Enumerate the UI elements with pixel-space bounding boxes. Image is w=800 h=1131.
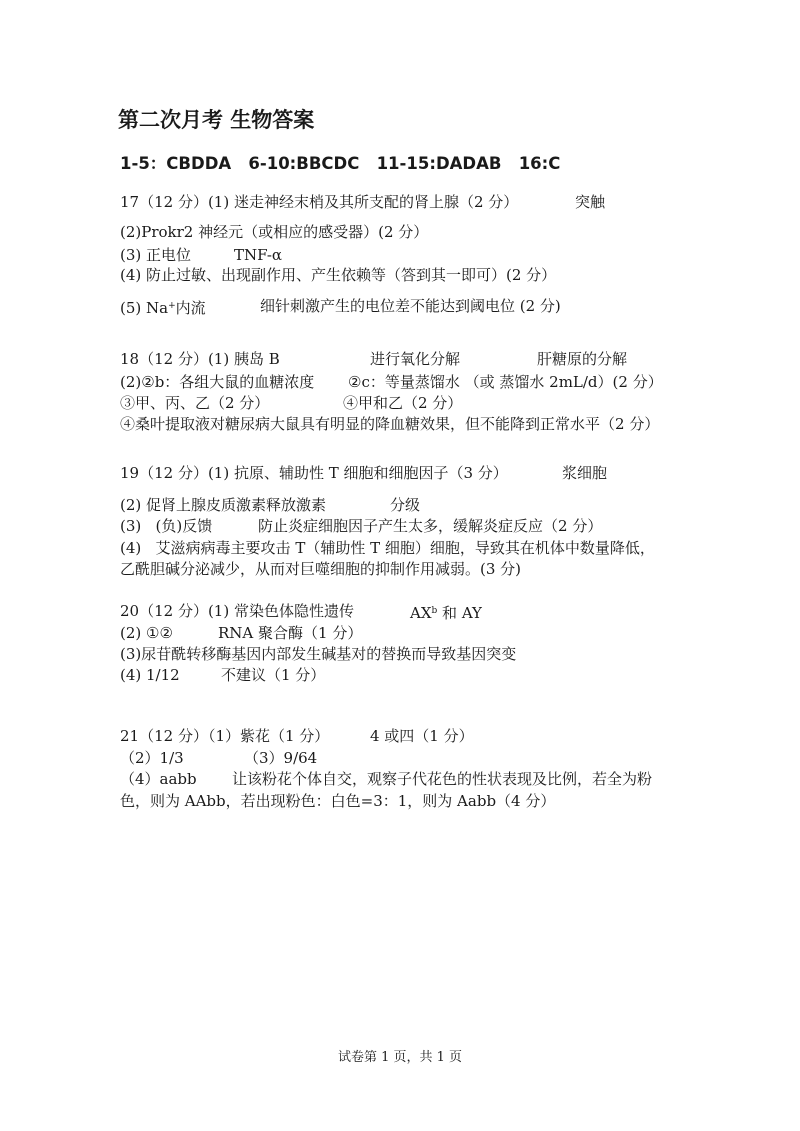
q19-part2-b: 分级 <box>390 496 421 514</box>
q19-part1-b: 浆细胞 <box>562 464 608 482</box>
q17-part1: 17（12 分）(1) 迷走神经末梢及其所支配的肾上腺（2 分） <box>120 193 519 211</box>
q19-part3-a: (3) (负)反馈 <box>120 517 213 535</box>
q17-part3-b: TNF-α <box>234 246 283 264</box>
q19-part2-a: (2) 促肾上腺皮质激素释放激素 <box>120 496 327 514</box>
q17-part5-a: (5) Na+内流 <box>120 299 206 317</box>
q21-part4-a: （4）aabb <box>120 770 197 788</box>
q20-part2-b: RNA 聚合酶（1 分） <box>218 624 363 642</box>
q19-part4: (4) 艾滋病病毒主要攻击 T（辅助性 T 细胞）细胞，导致其在机体中数量降低， <box>120 539 655 557</box>
q21-part1-a: 21（12 分）（1）紫花（1 分） <box>120 727 330 745</box>
q17-part4: (4) 防止过敏、出现副作用、产生依赖等（答到其一即可）(2 分） <box>120 266 557 284</box>
q17-part1-answer-b: 突触 <box>575 193 606 211</box>
q20-part1-a: 20（12 分）(1) 常染色体隐性遗传 <box>120 602 354 620</box>
q18-part3-b: ④甲和乙（2 分） <box>343 394 463 412</box>
q20-part4-b: 不建议（1 分） <box>221 666 326 684</box>
q18-part2-a: (2)②b：各组大鼠的血糖浓度 <box>120 373 315 391</box>
q19-part3-b: 防止炎症细胞因子产生太多，缓解炎症反应（2 分） <box>258 517 603 535</box>
q18-part3-a: ③甲、丙、乙（2 分） <box>120 394 270 412</box>
q19-part4-cont: 乙酰胆碱分泌减少，从而对巨噬细胞的抑制作用减弱。(3 分) <box>120 560 522 578</box>
q21-part1-b: 4 或四（1 分） <box>370 727 474 745</box>
q17-part5-b: 细针刺激产生的电位差不能达到阈电位 (2 分) <box>260 297 561 315</box>
q20-part3: (3)尿苷酰转移酶基因内部发生碱基对的替换而导致基因突变 <box>120 645 517 663</box>
q18-part1-b: 进行氧化分解 <box>370 350 461 368</box>
q19-part1-a: 19（12 分）(1) 抗原、辅助性 T 细胞和细胞因子（3 分） <box>120 464 508 482</box>
q18-part4: ④桑叶提取液对糖尿病大鼠具有明显的降血糖效果，但不能降到正常水平（2 分） <box>120 415 660 433</box>
choice-answers: 1-5：CBDDA 6-10:BBCDC 11-15:DADAB 16:C <box>120 154 561 173</box>
q20-part4-a: (4) 1/12 <box>120 666 180 684</box>
q18-part1-c: 肝糖原的分解 <box>537 350 628 368</box>
q20-part1-b: $AX^b$ 和 AY <box>410 604 482 622</box>
q21-part4-b: 让该粉花个体自交，观察子代花色的性状表现及比例，若全为粉 <box>232 770 653 788</box>
q17-part2: (2)Prokr2 神经元（或相应的感受器）(2 分） <box>120 223 429 241</box>
q18-part2-b: ②c：等量蒸馏水 （或 蒸馏水 2mL/d）(2 分） <box>348 373 663 391</box>
q21-part3: （3）9/64 <box>244 749 318 767</box>
q18-part1-a: 18（12 分）(1) 胰岛 B <box>120 350 280 368</box>
page-title: 第二次月考 生物答案 <box>118 108 315 132</box>
q21-part2: （2）1/3 <box>120 749 184 767</box>
q21-part4-cont: 色，则为 AAbb，若出现粉色：白色=3：1，则为 Aabb（4 分） <box>120 792 556 810</box>
page-footer: 试卷第 1 页，共 1 页 <box>337 1050 463 1065</box>
q17-part3-a: (3) 正电位 <box>120 246 192 264</box>
q20-part2-a: (2) ①② <box>120 624 173 642</box>
